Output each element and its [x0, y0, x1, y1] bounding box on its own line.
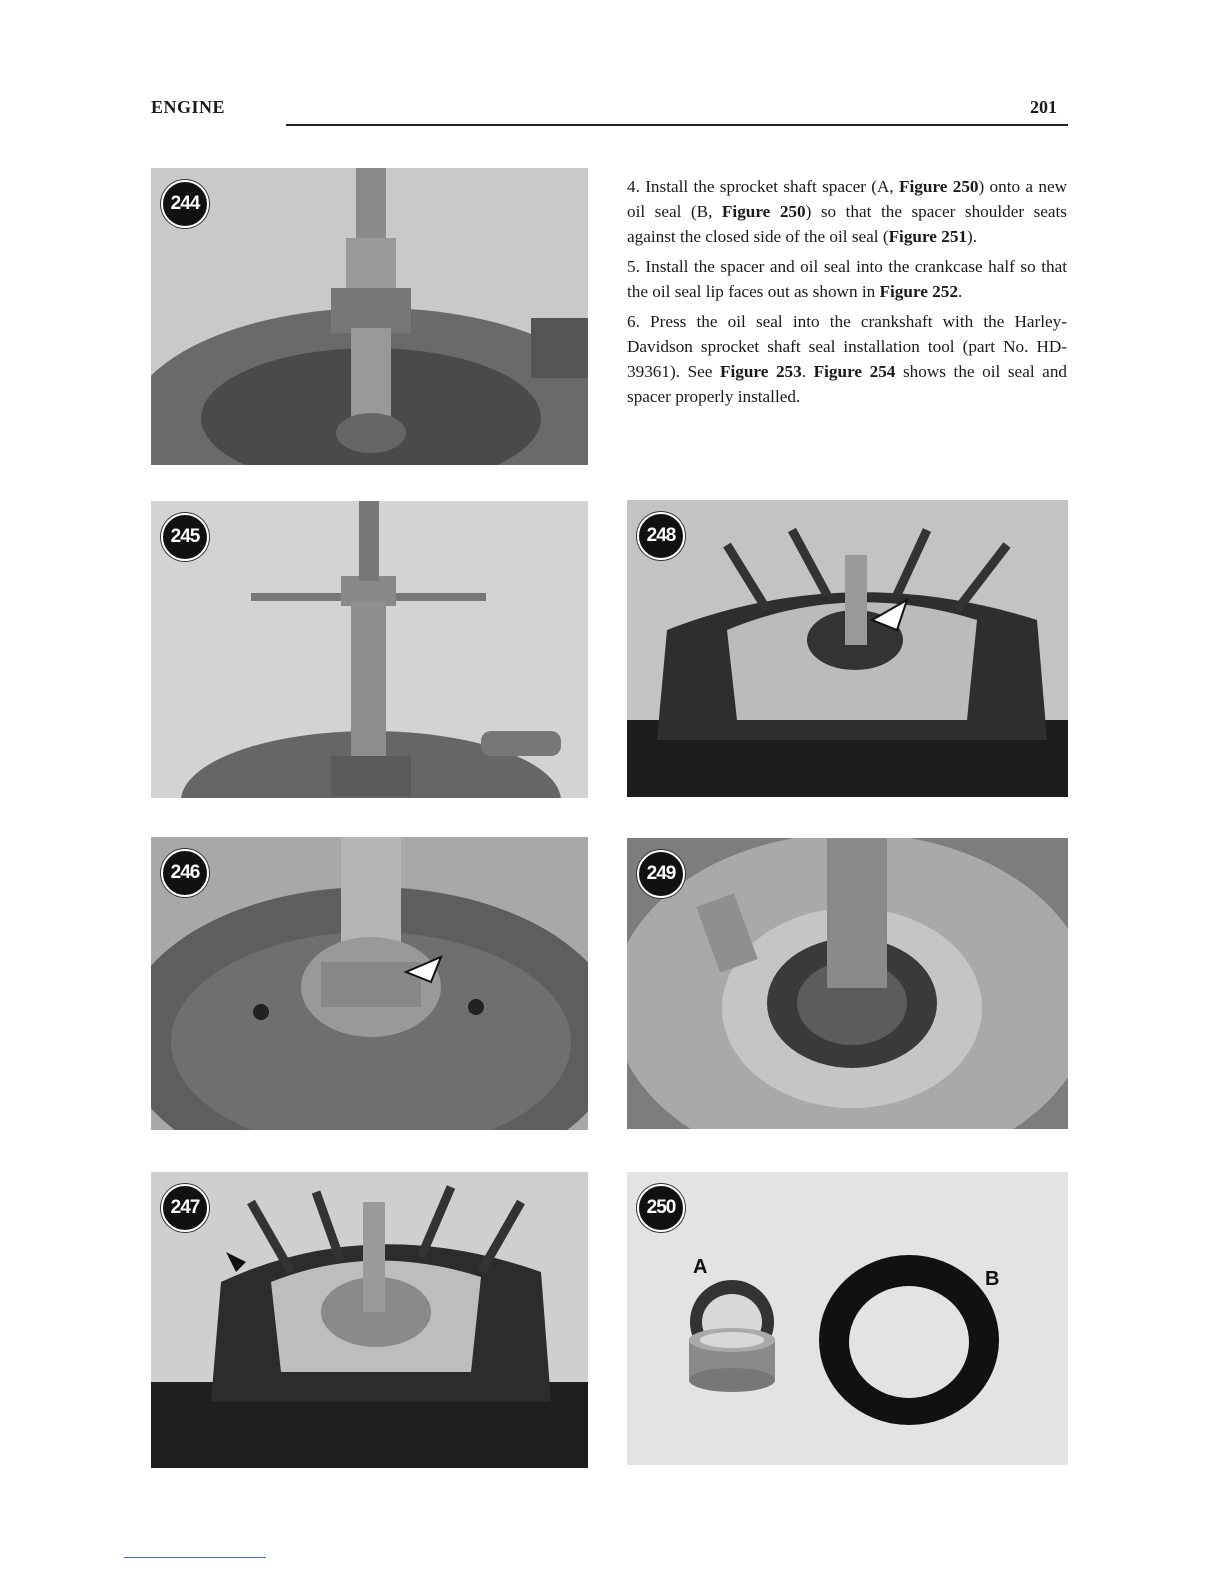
figure-245-photo: [151, 501, 588, 798]
figure-number-badge: 246: [161, 849, 209, 897]
figure-number-badge: 249: [637, 850, 685, 898]
figure-number-badge: 245: [161, 513, 209, 561]
figure-249-photo: [627, 838, 1068, 1129]
step-4: 4. Install the sprocket shaft spacer (A, Figure 250) onto a new oil seal (B, Figure 250) so that the spacer shoulder seats against the closed side of the oil seal (Figure 251).: [627, 177, 1068, 246]
label-b-oil-seal: B: [985, 1268, 1000, 1290]
label-a-spacer: A: [693, 1256, 708, 1278]
figure-number-badge: 247: [161, 1184, 209, 1232]
figure-244-photo: [151, 168, 588, 465]
footer-rule: [124, 1557, 266, 1558]
header-rule: [286, 124, 1068, 126]
page-number: 201: [1030, 97, 1057, 117]
step-5: 5. Install the spacer and oil seal into the crankcase half so that the oil seal lip faces out as shown in Figure 252.: [627, 257, 1067, 301]
figure-number-badge: 248: [637, 512, 685, 560]
figure-250-photo: [627, 1172, 1068, 1465]
figure-246-photo: [151, 837, 588, 1130]
figure-248-photo: [627, 500, 1068, 797]
figure-number-badge: 244: [161, 180, 209, 228]
figure-number-badge: 250: [637, 1184, 685, 1232]
step-6: 6. Press the oil seal into the crankshaft with the Harley-Davidson sprocket shaft seal installation tool (part No. HD-39361). See Figure 253. Figure 254 shows the oil seal and spacer properly installed.: [627, 312, 1068, 406]
figure-247-photo: [151, 1172, 588, 1468]
running-header-section: ENGINE: [151, 97, 226, 117]
instruction-text: [627, 174, 1067, 414]
